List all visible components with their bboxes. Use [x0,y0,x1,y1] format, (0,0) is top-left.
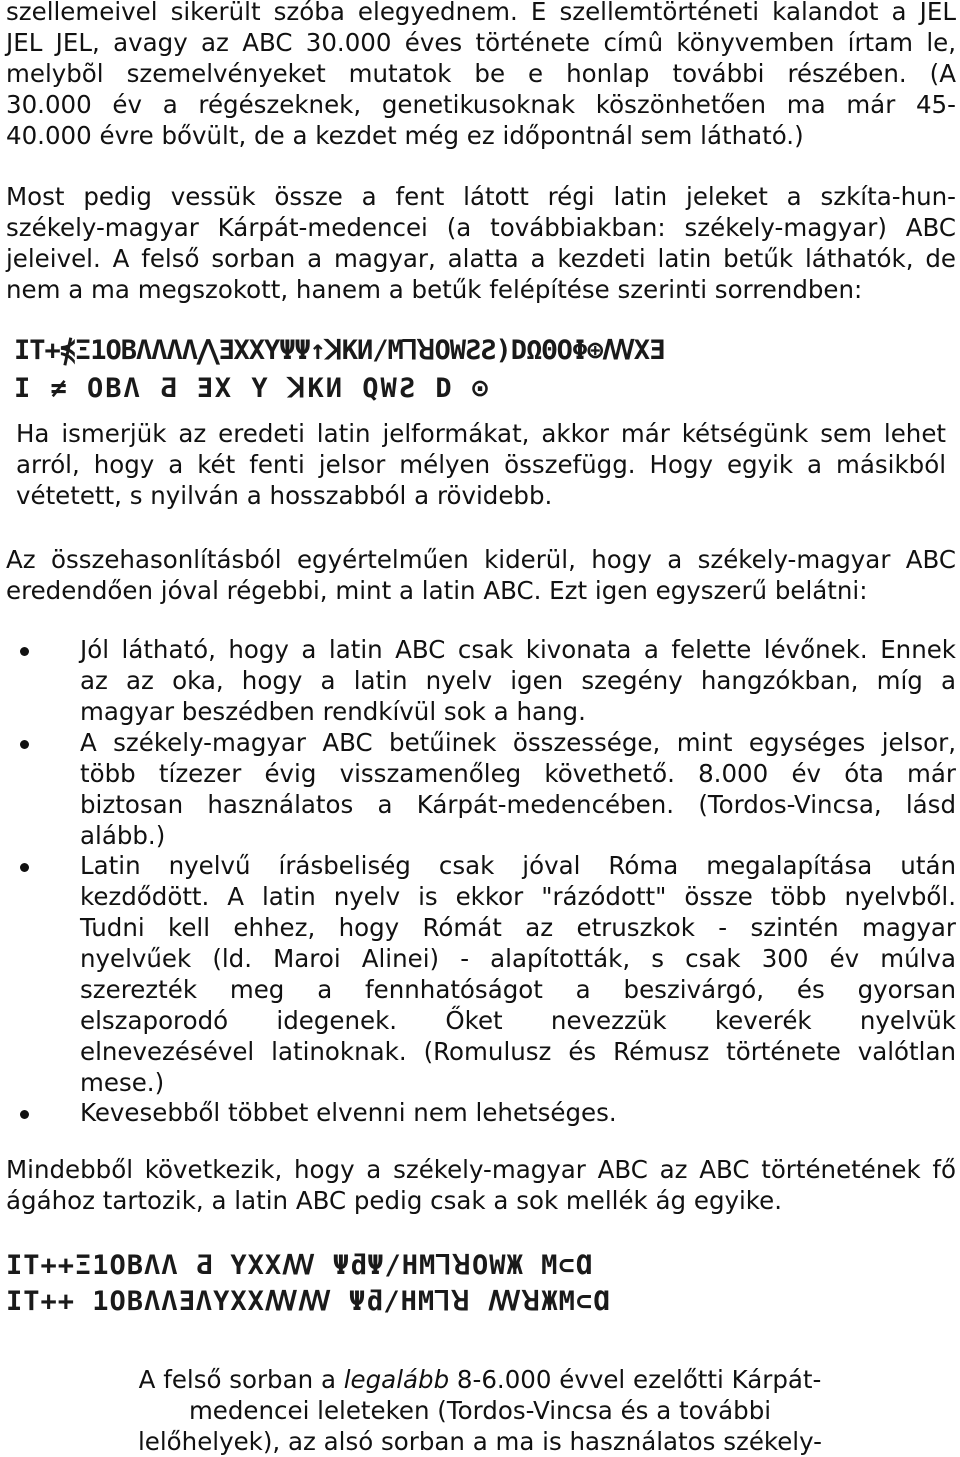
paragraph-line: Mindebből következik, hogy a székely-magyar ABC az ABC történetének fő [6,1155,956,1184]
paragraph-line: szellemeivel sikerült szóba elegyednem. E szellemtörténeti kalandot a JEL [6,0,956,26]
paragraph-line: Az összehasonlításból egyértelműen kiderül, hogy a székely-magyar ABC [6,545,956,574]
paragraph-line: eredendően jóval régebbi, mint a latin ABC. Ezt igen egyszerű belátni: [6,576,868,605]
rune-comparison-image-1 [14,332,946,412]
paragraph-line: arról, hogy a két fenti jelsor mélyen összefügg. Hogy egyik a másikból [16,450,946,479]
bullet-icon [20,647,29,656]
list-item-line: Kevesebből többet elvenni nem lehetséges. [80,1098,617,1127]
paragraph-line: ágához tartozik, a latin ABC pedig csak a sok mellék ág egyike. [6,1186,782,1215]
paragraph-line: melybõl szemelvényeket mutatok be e honlap további részében. (A [6,59,956,88]
list-item-line: szerezték meg a fennhatóságot a beszivárgó, és gyorsan [80,975,956,1004]
list-item-line: Latin nyelvű írásbeliség csak jóval Róma megalapítása után [80,851,956,880]
paragraph-line: székely-magyar Kárpát-medencei (a továbbiakban: székely-magyar) ABC [6,213,956,242]
paragraph-line: jeleivel. A felső sorban a magyar, alatta a kezdeti latin betűk láthatók, de [6,244,956,273]
caption-line: medencei leleteken (Tordos-Vincsa és a további [188,1396,772,1425]
list-item-line: az az oka, hogy a latin nyelv igen szegény hangzókban, míg a [80,666,956,695]
rune-row-szekely: ΙΤ+⋠Ξ1ΟΒΛΛΛΛ⋀ƎXXYΨΨ↑ꓘКИ/Μ⅂ꓤOWƧƧ)DΩΘOΦ⊕ꟿXƎ [14,335,665,366]
list-item-line: Tudni kell ehhez, hogy Rómát az etruszkok - szintén magyar [80,913,956,942]
paragraph-line: nem a ma megszokott, hanem a betűk felépítése szerinti sorrendben: [6,275,863,304]
bullet-icon [20,1110,29,1119]
list-item-line: kezdődött. A latin nyelv is ekkor "rázódott" össze több nyelvből. [80,882,956,911]
bullet-icon [20,863,29,872]
paragraph-line: JEL JEL, avagy az ABC 30.000 éves története címû könyvemben írtam le, [6,28,956,57]
rune-row-tordos-vincsa: ΙΤ++Ξ1ΟΒΛΛ Ƌ YXXꟿ ΨƌΨ/ΗΜ⅂ꓤOWЖ Μ⊂Ɑ [6,1250,593,1281]
caption-text: A felső sorban a [138,1365,344,1394]
list-item-line: elszaporodó idegenek. Őket nevezzük keverék nyelvük [80,1006,956,1035]
list-item-line: biztosan használatos a Kárpát-medencében. (Tordos-Vincsa, lásd [80,790,956,819]
caption-line [0,1364,960,1395]
list-item-line: Jól látható, hogy a latin ABC csak kivonata a felette lévőnek. Ennek [80,635,956,664]
rune-row-latin: I ≠ ΟΒΛ Ƌ ƎX Y ꓘКИ QWƧ D ⊙ [14,373,491,404]
list-item-line: magyar beszédben rendkívül sok a hang. [80,697,586,726]
paragraph-line: 30.000 év a régészeknek, genetikusoknak köszönhetően ma már 45- [6,90,956,119]
caption-text: 8-6.000 évvel ezelőtti Kárpát- [449,1365,822,1394]
list-item-line: elnevezésével latinoknak. (Romulusz és Rémusz története valótlan [80,1037,956,1066]
list-item-line: több tízezer évig visszamenőleg követhető. 8.000 év óta már [80,759,956,788]
caption-line: lelőhelyek), az alsó sorban a ma is használatos székely- [137,1427,822,1456]
caption-emphasis: legalább [343,1365,450,1394]
bullet-icon [20,740,29,749]
list-item-line: alább.) [80,821,166,850]
paragraph-line: Ha ismerjük az eredeti latin jelformákat, akkor már kétségünk sem lehet [16,419,946,448]
paragraph-line: Most pedig vessük össze a fent látott régi latin jeleket a szkíta-hun- [6,182,956,211]
list-item-line: nyelvűek (ld. Maroi Alinei) - alapították, s csak 300 év múlva [80,944,956,973]
list-item-line: A székely-magyar ABC betűinek összessége, mint egységes jelsor, [80,728,956,757]
rune-row-szekely-current: ΙΤ++ 1ΟΒΛΛƎΛYXXꟿꟿ Ψƌ/ΗΜ⅂ꓤ ꟿꓤЖΜ⊂Ɑ [6,1286,611,1317]
list-item-line: mese.) [80,1068,165,1097]
rune-comparison-image-2 [6,1248,956,1328]
paragraph-line: 40.000 évre bővült, de a kezdet még ez időpontnál sem látható.) [6,121,804,150]
paragraph-line: vétetett, s nyilván a hosszabból a rövidebb. [16,481,553,510]
